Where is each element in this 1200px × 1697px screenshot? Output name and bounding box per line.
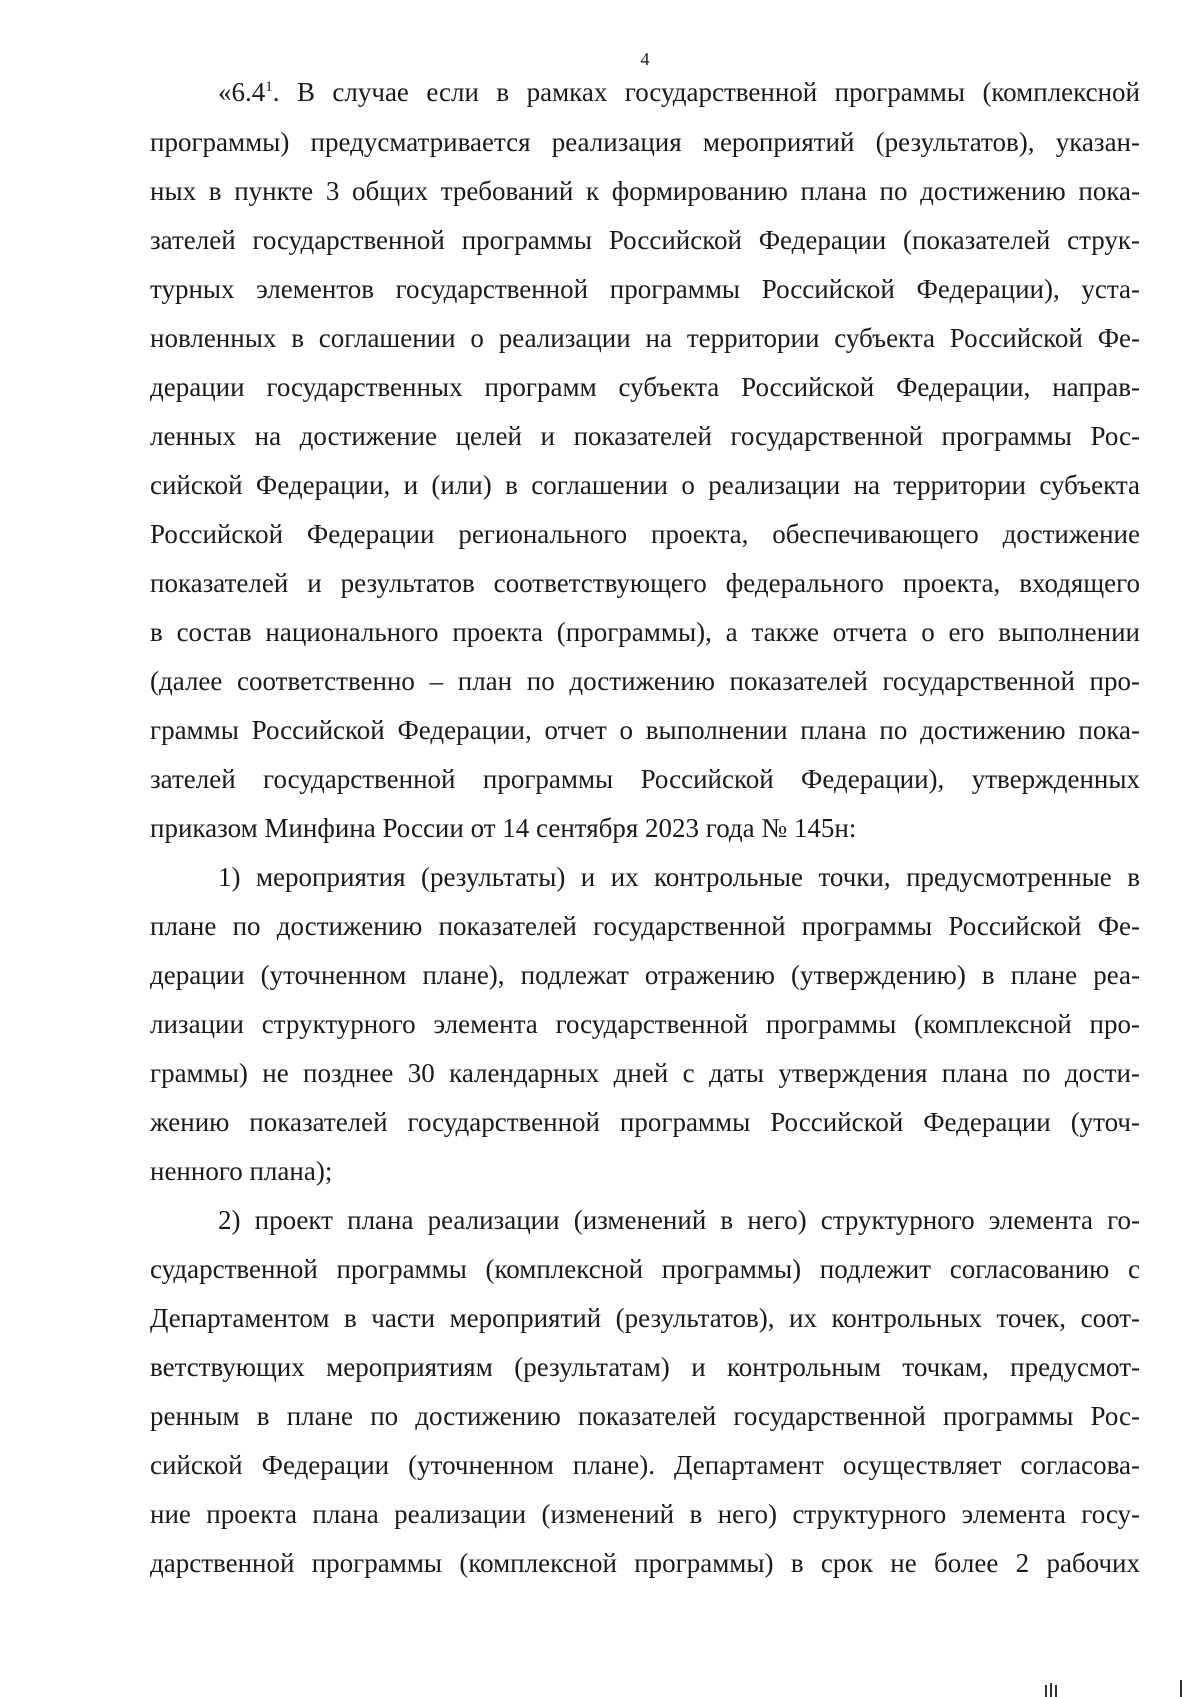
scan-artifact-mark [1045, 1685, 1047, 1697]
paragraph-3-line-1: 2) проект плана реализации (изменений в него) структурного элемента го- [218, 1205, 1140, 1235]
paragraph-2-line-2: плане по достижению показателей государственной программы Российской Фе- [150, 911, 1140, 941]
paragraph-1-line-3: ных в пункте 3 общих требований к формированию плана по достижению пока- [150, 176, 1140, 206]
paragraph-1-line-7: дерации государственных программ субъекта Российской Федерации, направ- [150, 372, 1140, 402]
paragraph-1-line-9: сийской Федерации, и (или) в соглашении о реализации на территории субъекта [150, 470, 1140, 500]
paragraph-1-line-12: в состав национального проекта (программы), а также отчета о его выполнении [150, 617, 1140, 647]
paragraph-3-line-2: сударственной программы (комплексной программы) подлежит согласованию с [150, 1254, 1140, 1284]
paragraph-2-line-4: лизации структурного элемента государственной программы (комплексной про- [150, 1009, 1140, 1039]
paragraph-1-line-8: ленных на достижение целей и показателей государственной программы Рос- [150, 421, 1140, 451]
line-text: «$6.4^1$. В случае если в рамках государственной программы (комплексной [218, 77, 1140, 107]
paragraph-1-line-10: Российской Федерации регионального проекта, обеспечивающего достижение [150, 519, 1140, 549]
paragraph-1-line-6: новленных в соглашении о реализации на территории субъекта Российской Фе- [150, 323, 1140, 353]
paragraph-2-line-6: жению показателей государственной программы Российской Федерации (уточ- [150, 1107, 1140, 1137]
scan-artifact-mark [1055, 1685, 1057, 1697]
paragraph-1-line-16: приказом Минфина России от 14 сентября 2023 года № 145н: [150, 813, 857, 843]
paragraph-1-line-1 [218, 75, 1140, 109]
paragraph-1-line-4: зателей государственной программы Российской Федерации (показателей струк- [150, 225, 1140, 255]
paragraph-2-line-1: 1) мероприятия (результаты) и их контрольные точки, предусмотренные в [218, 862, 1140, 892]
scan-artifact-mark [1050, 1683, 1052, 1697]
paragraph-1-line-15: зателей государственной программы Российской Федерации), утвержденных [150, 764, 1140, 794]
scan-artifact-mark [1180, 1680, 1182, 1697]
paragraph-2-line-7: ненного плана); [150, 1156, 333, 1186]
paragraph-1-line-11: показателей и результатов соответствующего федерального проекта, входящего [150, 568, 1140, 598]
paragraph-2-line-3: дерации (уточненном плане), подлежат отражению (утверждению) в плане реа- [150, 960, 1140, 990]
paragraph-1-line-5: турных элементов государственной программы Российской Федерации), уста- [150, 274, 1140, 304]
paragraph-2-line-5: граммы) не позднее 30 календарных дней с даты утверждения плана по дости- [150, 1058, 1140, 1088]
paragraph-3-line-8: дарственной программы (комплексной программы) в срок не более 2 рабочих [150, 1548, 1140, 1578]
paragraph-3-line-7: ние проекта плана реализации (изменений в него) структурного элемента госу- [150, 1499, 1140, 1529]
paragraph-3-line-3: Департаментом в части мероприятий (результатов), их контрольных точек, соот- [150, 1303, 1140, 1333]
paragraph-3-line-6: сийской Федерации (уточненном плане). Департамент осуществляет согласова- [150, 1450, 1140, 1480]
page-number: 4 [640, 49, 650, 69]
paragraph-1-line-14: граммы Российской Федерации, отчет о выполнении плана по достижению пока- [150, 715, 1140, 745]
paragraph-1-line-13: (далее соответственно – план по достижению показателей государственной про- [150, 666, 1140, 696]
paragraph-3-line-4: ветствующих мероприятиям (результатам) и контрольным точкам, предусмот- [150, 1352, 1140, 1382]
paragraph-1-line-2: программы) предусматривается реализация мероприятий (результатов), указан- [150, 127, 1140, 157]
paragraph-3-line-5: ренным в плане по достижению показателей государственной программы Рос- [150, 1401, 1140, 1431]
